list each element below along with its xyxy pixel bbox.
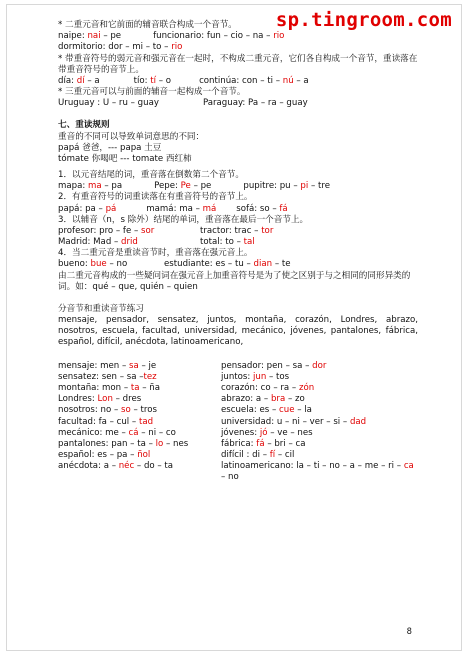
rule-2: 2．有重音符号的词重读落在有重音符号的音节上。 bbox=[58, 192, 253, 203]
note-diphthong-syllable: * 二重元音和它前面的辅音联合构成一个音节。 bbox=[58, 20, 237, 30]
syllable-answers bbox=[58, 361, 418, 484]
answer-right: fábrica: fá – bri – ca bbox=[221, 438, 306, 449]
answer-left: pantalones: pan – ta – lo – nes bbox=[58, 438, 189, 449]
answer-left: nosotros: no – so – tros bbox=[58, 405, 157, 416]
example-dormitorio: dormitorio: dor – mi – to – rio bbox=[58, 42, 183, 53]
section-title-stress-rules: 七、重读规则 bbox=[58, 120, 110, 131]
example-tomate: tómate 你喝吧 --- tomate 西红柿 bbox=[58, 153, 192, 164]
rule-4: 4．当二重元音是重读音节时，重音落在强元音上。 bbox=[58, 248, 253, 259]
exercise-word-list: mensaje, pensador, sensatez, juntos, montaña, corazón, Londres, abrazo, nosotros, escuela, facultad, universidad, mecánico, jóvenes, pantalones, fábrica, español, difícil, anécdota, latinoamericano, bbox=[58, 315, 418, 348]
answer-right: jóvenes: jó – ve – nes bbox=[221, 427, 313, 438]
example-dia-tio: día: dí – a tío: tí – o continúa: con – ti – nú – a bbox=[58, 75, 309, 86]
rule-2-examples: papá: pa – pá mamá: ma – má sofá: so – fá bbox=[58, 203, 288, 214]
answer-left: español: es – pa – ñol bbox=[58, 450, 151, 461]
example-papa: papá 爸爸，--- papa 土豆 bbox=[58, 142, 162, 153]
rule-4-note: 由二重元音构成的一些疑问词在强元音上加重音符号是为了使之区别于与之相同的同形异类的词。如：qué – que, quién – quien bbox=[58, 270, 411, 292]
answer-left: mecánico: me – cá – ni – co bbox=[58, 427, 176, 438]
site-watermark: sp.tingroom.com bbox=[275, 9, 452, 31]
answer-right: pensador: pen – sa – dor bbox=[221, 360, 327, 371]
rule-3-examples-1: profesor: pro – fe – sor tractor: trac – tor bbox=[58, 225, 274, 236]
answer-right: difícil : di – fí – cil bbox=[221, 450, 295, 461]
exercise-title: 分音节和重读音节练习 bbox=[58, 303, 144, 314]
answer-left: montaña: mon – ta – ña bbox=[58, 382, 161, 393]
example-uruguay: Uruguay : U – ru – guay Paraguay: Pa – ra – guay bbox=[58, 98, 308, 109]
answer-right: universidad: u – ni – ver – si – dad bbox=[221, 416, 367, 427]
note-accent-vowel: * 带重音符号的弱元音和强元音在一起时，不构成二重元音，它们各自构成一个音节，重读落在带重音符号的音节上。 bbox=[58, 53, 418, 75]
stress-intro: 重音的不同可以导致单词意思的不同： bbox=[58, 131, 205, 142]
answer-right: latinoamericano: la – ti – no – a – me – ri – ca – no bbox=[221, 461, 414, 483]
answer-left: anécdota: a – néc – do – ta bbox=[58, 461, 174, 472]
page-number: 8 bbox=[406, 626, 412, 637]
answer-left: facultad: fa – cul – tad bbox=[58, 416, 154, 427]
example-naipe: naipe: nai – pe funcionario: fun – cio – na – rio bbox=[58, 31, 285, 42]
answer-right: corazón: co – ra – zón bbox=[221, 382, 315, 393]
document-body bbox=[58, 20, 418, 484]
answer-left: Londres: Lon – dres bbox=[58, 394, 142, 405]
rule-1: 1．以元音结尾的词，重音落在倒数第二个音节。 bbox=[58, 170, 244, 181]
rule-1-examples: mapa: ma – pa Pepe: Pe – pe pupitre: pu – pi – tre bbox=[58, 181, 331, 192]
answer-right: abrazo: a – bra – zo bbox=[221, 394, 305, 405]
rule-3: 3．以辅音（n，s 除外）结尾的单词，重音落在最后一个音节上。 bbox=[58, 214, 309, 225]
answer-left: sensatez: sen – sa –tez bbox=[58, 371, 157, 382]
answer-left: mensaje: men – sa – je bbox=[58, 360, 157, 371]
answer-right: juntos: jun – tos bbox=[221, 371, 290, 382]
rule-3-examples-2: Madrid: Mad – drid total: to – tal bbox=[58, 237, 255, 248]
note-triphthong: * 三重元音可以与前面的辅音一起构成一个音节。 bbox=[58, 87, 246, 98]
answer-right: escuela: es – cue – la bbox=[221, 405, 312, 416]
rule-4-examples: bueno: bue – no estudiante: es – tu – dian – te bbox=[58, 259, 291, 270]
